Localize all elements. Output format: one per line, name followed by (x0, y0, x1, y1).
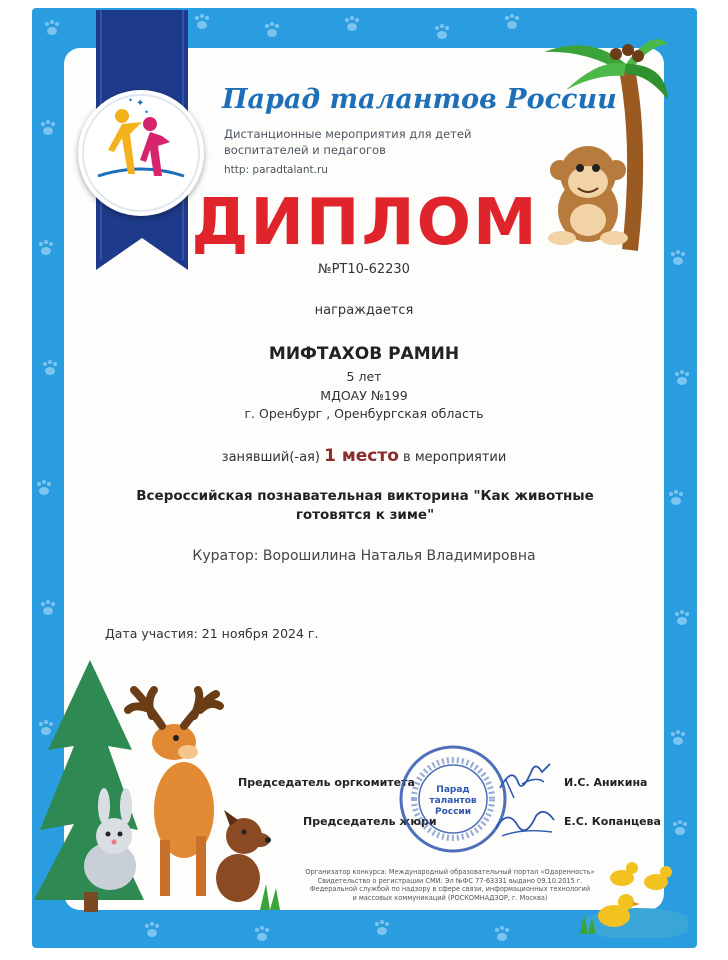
stamp-line-1: Парад (436, 785, 470, 795)
svg-text:✦: ✦ (144, 109, 150, 116)
organizer-footer (300, 868, 600, 902)
footer-line-1: Организатор конкурса: Международный образовательный портал «Одаренность» (305, 868, 595, 876)
handwritten-signatures (492, 758, 562, 848)
diploma-title: ДИПЛОМ (191, 186, 539, 260)
website-link[interactable]: http: paradtalant.ru (224, 164, 328, 176)
chairman-org-name: И.С. Аникина (564, 776, 648, 789)
participation-date: Дата участия: 21 ноября 2024 г. (105, 626, 319, 641)
footer-line-4: и массовых коммуникаций (РОСКОМНАДЗОР, г. Москва) (352, 893, 548, 902)
chairman-jury-name: Е.С. Копанцева (564, 815, 661, 828)
brand-tagline: Дистанционные мероприятия для детей воспитателей и педагогов (224, 127, 472, 157)
brand-name: Парад талантов России (222, 84, 617, 115)
forest-animals-illustration (34, 660, 284, 918)
footer-line-2: Свидетельство о регистрации СМИ: Эл №ФС 77-63331 выдано 09.10.2015 г. (317, 876, 583, 885)
place-value: 1 место (324, 446, 399, 466)
place-line (64, 446, 664, 466)
place-prefix: занявший(-ая) (221, 450, 320, 465)
chairman-jury-label: Председатель жюри (303, 815, 437, 828)
recipient-name: МИФТАХОВ РАМИН (268, 344, 460, 364)
footer-line-3: Федеральной службой по надзору в сфере связи, информационных технологий (309, 885, 591, 894)
place-suffix: в мероприятии (403, 450, 507, 465)
svg-text:✦: ✦ (136, 98, 145, 109)
curator: Куратор: Ворошилина Наталья Владимировна (192, 548, 536, 564)
diploma-number: №РТ10-62230 (318, 262, 410, 277)
recipient-organization: МДОАУ №199 (320, 388, 408, 403)
awarded-label: награждается (314, 303, 414, 318)
stamp-line-3: России (434, 807, 472, 817)
svg-text:✦: ✦ (128, 97, 134, 104)
recipient-city: г. Оренбург , Оренбургская область (244, 406, 484, 421)
event-name: Всероссийская познавательная викторина "Как животные готовятся к зиме" (136, 488, 594, 523)
stamp-line-2: талантов (429, 796, 477, 806)
recipient-age: 5 лет (346, 369, 382, 384)
chairman-org-label: Председатель оргкомитета (238, 776, 415, 789)
